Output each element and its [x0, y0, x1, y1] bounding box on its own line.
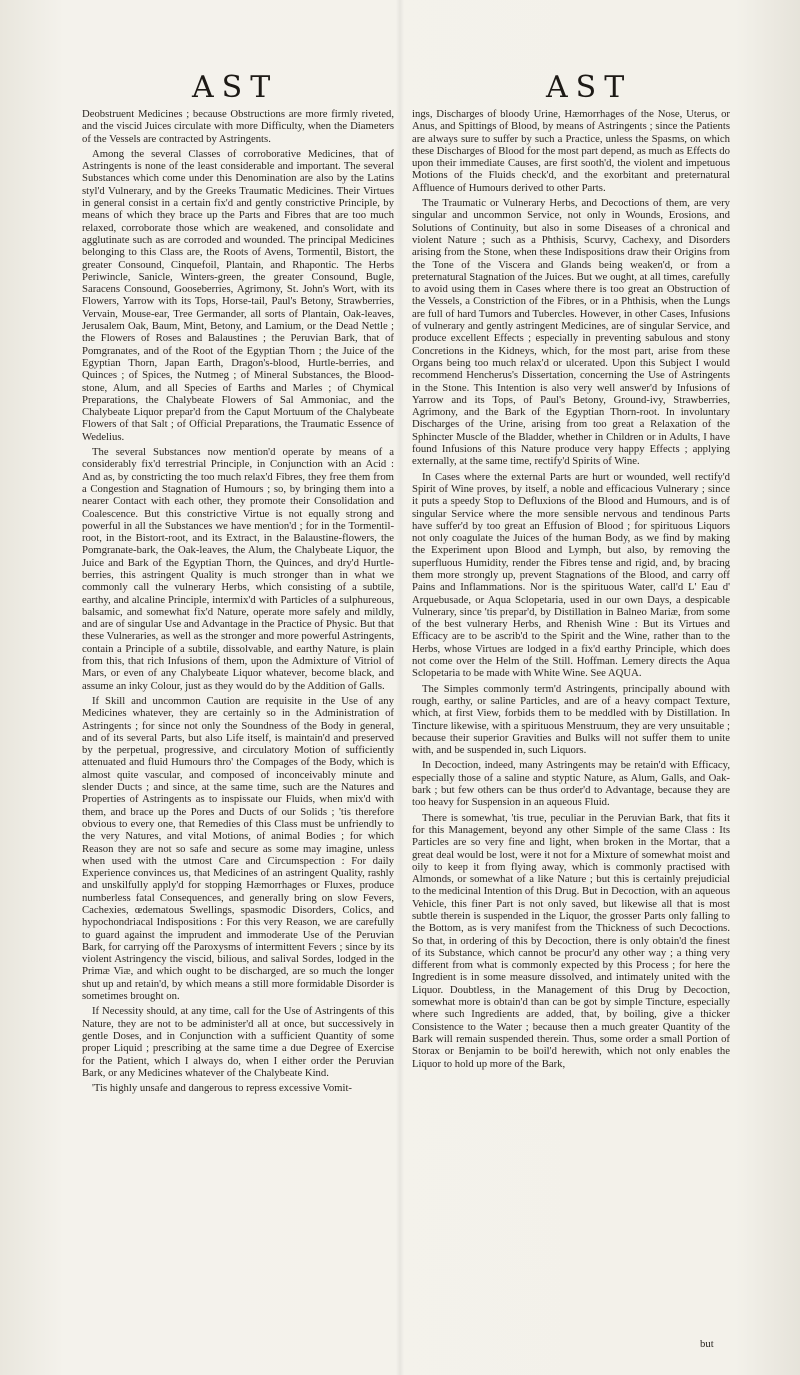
paragraph: There is somewhat, 'tis true, peculiar in the Peruvian Bark, that fits it for this Management, beyond any other Simple of the same Class : Its Particles are so very fine and light, when broken in the Mortar, that a great deal would be lost, were it not for a Mixture of somewhat moist and oily to keep it from flying away, which is commonly practised with Almonds, or somewhat of a like Nature ; but this is certainly prejudicial to the medicinal Intention of this Drug. But in Decoction, with an aqueous Vehicle, this finer Part is not only saved, but likewise all that is most subtle therein is suspended in the Liquor, the grosser Parts only falling to the Bottom, as is very manifest from the Thickness of such Decoctions. So that, in ordering of this by Decoction, there is only obtain'd the finest of its Substance, which cannot be procur'd any other way ; a thing very different from what is commonly expected by this Process ; for here the Ingredient is in some measure dissolved, and intimately united with the Liquor. Doubtless, in the Management of this Drug by Decoction, somewhat more is obtain'd than can be got by simple Tincture, especially where such Ingredients are added, that, by boiling, give a thicker Consistence to the Water ; because then a much greater Quantity of the Bark will remain suspended therein. Thus, some order a small Portion of Storax or Benjamin to be boil'd herewith, which not only enables the Liquor to hold up more of the Bark, [412, 811, 730, 1070]
left-column [82, 108, 394, 1353]
paragraph: In Cases where the external Parts are hurt or wounded, well rectify'd Spirit of Wine proves, by itself, a noble and efficacious Vulnerary ; since it puts a speedy Stop to Defluxions of the Blood and Humours, and is of singular Service where the more sensible nervous and tendinous Parts have suffer'd by too great an Effusion of Blood ; for spirituous Liquors not only coagulate the Juices of the human Body, as we find by making the Experiment upon Blood and Lymph, but also, by removing the superfluous Humidity, render the Fibres tense and rigid, and, by bracing them more strongly up, prevent Stagnations of the Blood, and carry off Pains and Inflammations. Nor is the spirituous Water, call'd L' Eau d' Arquebusade, or Aqua Sclopetaria, used in our own Days, a despicable Vulnerary, since 'tis prepar'd, by Distillation in Balneo Mariæ, from some of the best vulnerary Herbs, and Rhenish Wine : But its Virtues and Efficacy are to be ascrib'd to the Spirit and the Wine, rather than to the Herbs, whose Virtues are lodged in a fix'd earthy Principle, which does not come over the Helm of the Still. Hoffman. Lemery directs the Aqua Sclopetaria to be made with White Wine. See AQUA. [412, 470, 730, 680]
paragraph: If Skill and uncommon Caution are requisite in the Use of any Medicines whatever, they are certainly so in the Administration of Astringents ; for since not only the Soundness of the Body in general, and of its several Parts, but also Life itself, is maintain'd and preserved by the perpetual, progressive, and circulatory Motion of sufficiently attenuated and fluid Humours thro' the Compages of the Body, which is almost quite vascular, and composed of inconceivably minute and slender Ducts ; and since, at the same time, such are the Natures and Properties of Astringents as to inspissate our Fluids, when mix'd with them, and brace up the Pores and Ducts of our Solids ; 'tis therefore obvious to every one, that Remedies of this Class must be unfriendly to the very Natures, and vital Motions, of animal Bodies ; for which Reason they are not so safe and secure as some may imagine, unless when used with the utmost Care and Circumspection : For daily Experience convinces us, that Medicines of an astringent Quality, rashly and unskilfully apply'd for stopping Hæmorrhages or Fluxes, produce numberless fatal Consequences, and generally bring on slow Fevers, Cachexies, œdematous Swellings, spasmodic Disorders, Colics, and hypochondriacal Indispositions : For this very Reason, we are carefully to guard against the imprudent and immoderate Use of the Peruvian Bark, for carrying off the Paroxysms of intermittent Fevers ; since by its violent Astringency the viscid, bilious, and salival Sordes, lodged in the Primæ Viæ, and which ought to be discharged, are so much the longer shut up and retain'd, by which means a still more formidable Disorder is sometimes brought on. [82, 694, 394, 1003]
paragraph: The several Substances now mention'd operate by means of a considerably fix'd terrestrial Principle, in Conjunction with an Acid : And as, by constricting the too much relax'd Fibres, they free them from a Congestion and Stagnation of Humours ; so, by bringing them into a nearer Contact with each other, they promote their Consolidation and Coalescence. But this constrictive Virtue is not equally strong and powerful in all the Substances we have mention'd ; for in the Tormentil-root, in the Bistort-root, and its Extract, in the Balaustine-flowers, the Pomgranate-bark, the Oak-leaves, the Alum, the Chalybeate Liquor, the Juice and Bark of the Egyptian Thorn, the Quinces, and dry'd Hurtle-berries, this astringent Quality is much stronger than in what we commonly call the vulnerary Herbs, which consisting of a subtile, earthy, and alcaline Principle, intermix'd with Particles of a sulphureous, balsamic, and somewhat fix'd Nature, operate more safely and mildly, and are of singular Use and Advantage in the Practice of Physic. But that these Vulneraries, as well as the stronger and more powerful Astringents, contain a Principle of a subtile, dissolvable, and earthy Nature, is plain from this, that rich Infusions of them, upon the Admixture of Vitriol of Mars, or even of any Chalybeate Liquor whatever, become black, and assume an inky Colour, just as they would do by the Addition of Galls. [82, 446, 394, 692]
paragraph: If Necessity should, at any time, call for the Use of Astringents of this Nature, they are not to be administer'd all at once, but successively in gentle Doses, and in Conjunction with a sufficient Quantity of some proper Liquid ; prescribing at the same time a due Degree of Exercise for the Patient, which I always do, when I either order the Peruvian Bark, or any Medicines whatever of the Chalybeate Kind. [82, 1005, 394, 1079]
paragraph: The Traumatic or Vulnerary Herbs, and Decoctions of them, are very singular and uncommon Service, not only in Wounds, Erosions, and Solutions of Continuity, but also in some Diseases of a chronical and violent Nature ; such as a Phthisis, Scurvy, Cachexy, and Disorders arising from the Stone, when these Indispositions draw their Origins from the Tone of the Viscera and Glands being weaken'd, or from a preternatural Stagnation of the Juices. But we ought, at all times, carefully to avoid using them in Cases where there is too great an Obstruction of the Vessels, a Constriction of the Fibres, or in a Phthisis, when the Lungs are full of hard Tumors and Tubercles. However, in other Cases, Infusions of vulnerary and gently astringent Medicines, are of singular Service, and produce excellent Effects ; especially in preventing sabulous and stony Concretions in the Kidneys, which, for the most part, arise from these Organs being too much relax'd or ulcerated. Upon this Subject I would recommend Hencherus's Dissertation, concerning the Use of Astringents in the Stone. This Intention is also very well answer'd by Infusions of Yarrow and its Tops, of Paul's Betony, Ground-ivy, Strawberries, Agrimony, and the Bark of the Egyptian Thorn-root. In involuntary Discharges of the Urine, arising from too great a Relaxation of the Sphincter Muscle of the Bladder, whether in Children or in Adults, I have found Infusions of this Nature produce very happy Effects ; applying externally, at the same time, rectify'd Spirits of Wine. [412, 197, 730, 468]
page-gutter [396, 0, 404, 1375]
paragraph: ings, Discharges of bloody Urine, Hæmorrhages of the Nose, Uterus, or Anus, and Spittings of Blood, by means of Astringents ; since the Patients are always sure to suffer by such a Practice, unless the Spasms, on which these Discharges of Blood for the most part depend, as much as Effects do upon their immediate Causes, are first sooth'd, the violent and impetuous Motions of the Fluids check'd, and the exorbitant and preternatural Affluence of Humours derived to other Parts. [412, 108, 730, 194]
paragraph: 'Tis highly unsafe and dangerous to repress excessive Vomit- [92, 1082, 352, 1095]
paragraph: Deobstruent Medicines ; because Obstructions are more firmly riveted, and the viscid Juices circulate with more Difficulty, when the Diameters of the Vessels are contracted by Astringents. [82, 108, 394, 145]
paragraph: In Decoction, indeed, many Astringents may be retain'd with Efficacy, especially those of a saline and styptic Nature, as Alum, Galls, and Oak-bark ; but few others can be thus order'd to Advantage, because they are too heavy for Suspension in an aqueous Fluid. [412, 759, 730, 809]
right-running-head: AST [546, 70, 633, 105]
catchword: but [700, 1338, 714, 1350]
paragraph: Among the several Classes of corroborative Medicines, that of Astringents is none of the least considerable and important. The several Substances which come under this Denomination are also by the Latins styl'd Vulnerary, and by the Greeks Traumatic Medicines. Their Virtues in general consist in a certain fix'd and gently constrictive Principle, by means of which they brace up the Parts and Fibres that are too much relaxed, corroborate those which are weakened, and consolidate and agglutinate such as are corroded and wounded. The principal Medicines belonging to this Class are, the Roots of Avens, Tormentil, Bistort, the greater Consound, Cinquefoil, Plantain, and Rhapontic. The Herbs Periwincle, Sanicle, Winters-green, the greater Consound, Bugle, Saracens Consound, Gooseberries, Agrimony, St. John's Wort, with its Flowers, Yarrow with its Tops, Horse-tail, Paul's Betony, Strawberries, Vervain, Mouse-ear, Tree Germander, all sorts of Plantain, Oak-leaves, Jerusalem Oak, Baum, Mint, Betony, and Lamium, or the Dead Nettle ; the Flowers of Roses and Balaustines ; the Peruvian Bark, that of Pomgranates, and of the Root of the Egyptian Thorn ; the Juice of the Egyptian Thorn, Japan Earth, Dragon's-blood, Hurtle-berries, and Quinces ; of Spices, the Nutmeg ; of Mineral Substances, the Blood-stone, Alum, and all Species of Earths and Marles ; of Chymical Preparations, the Chalybeate Flowers of Sal Ammoniac, and the Chalybeate Liquor prepar'd from the Caput Mortuum of the Chalybeate Flowers of that Salt ; of Official Preparations, the Traumatic Essence of Wedelius. [82, 147, 394, 443]
right-column [412, 108, 730, 1353]
left-running-head: AST [192, 70, 279, 105]
paragraph: The Simples commonly term'd Astringents, principally abound with rough, earthy, or saline Particles, and are of a heavy compact Texture, which, at first View, forbids them to be meddled with by Distillation. In Tincture likewise, with a spirituous Menstruum, they are very unsuitable ; because their superior Gravities and Bulks will not suffer them to unite with, and be suspended in, such Liquors. [412, 682, 730, 757]
